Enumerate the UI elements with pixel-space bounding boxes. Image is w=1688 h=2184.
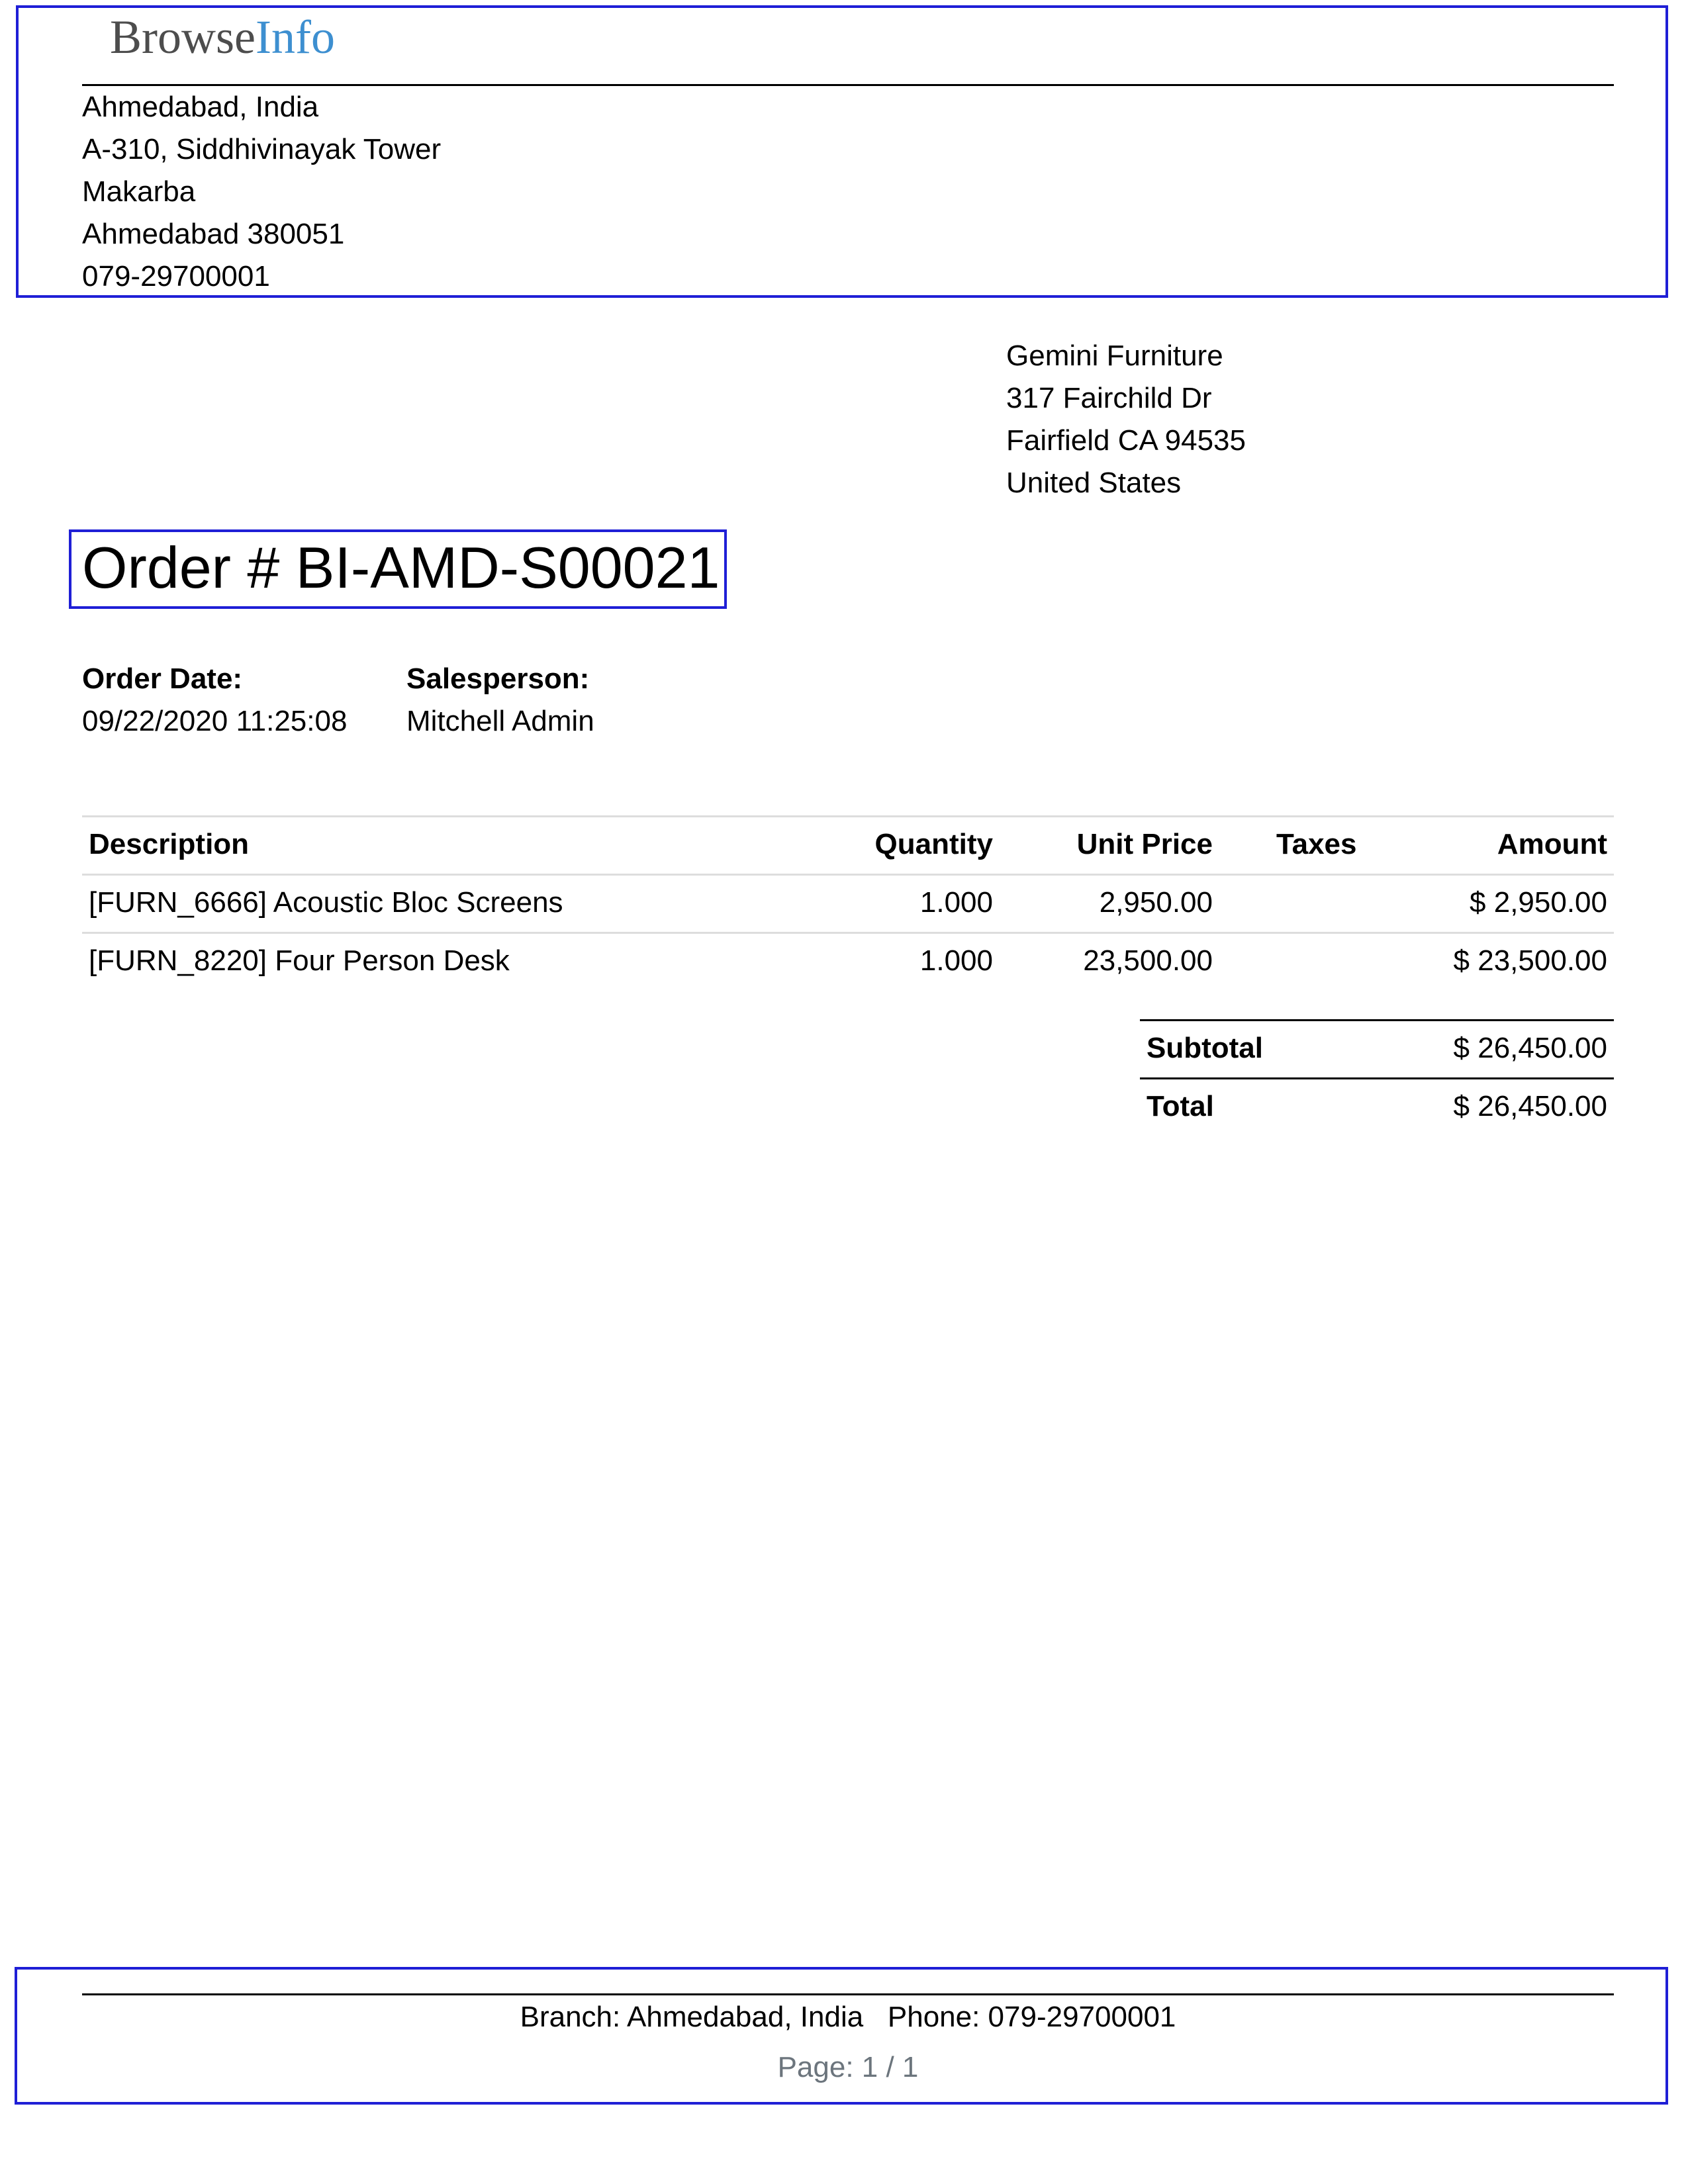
footer-branch-phone: Branch: Ahmedabad, India Phone: 079-29700001 (520, 2001, 1176, 2033)
column-header-unit-price: Unit Price (1076, 828, 1213, 860)
total-value: $ 26,450.00 (1453, 1090, 1607, 1122)
salesperson-value: Mitchell Admin (406, 705, 594, 737)
customer-country: United States (1006, 467, 1182, 499)
subtotal-value: $ 26,450.00 (1453, 1032, 1607, 1064)
subtotal-border (1140, 1019, 1614, 1021)
row-divider (82, 932, 1614, 934)
company-address-line: A-310, Siddhivinayak Tower (82, 133, 442, 165)
order-title: Order # BI-AMD-S00021 (82, 535, 720, 600)
customer-name: Gemini Furniture (1006, 340, 1223, 372)
order-date-label: Order Date: (82, 662, 243, 695)
subtotal-label: Subtotal (1147, 1032, 1263, 1064)
column-header-amount: Amount (1497, 828, 1607, 860)
footer-page-number: Page: 1 / 1 (777, 2051, 919, 2083)
column-header-taxes: Taxes (1276, 828, 1357, 860)
header-divider (82, 84, 1614, 86)
logo-text-info: Info (255, 11, 335, 64)
table-header-border (82, 874, 1614, 876)
company-phone: 079-29700001 (82, 260, 270, 293)
company-address-line: Ahmedabad 380051 (82, 218, 345, 250)
customer-address-line: Fairfield CA 94535 (1006, 424, 1246, 457)
footer-divider (82, 1993, 1614, 1995)
column-header-description: Description (89, 828, 250, 860)
total-border (1140, 1077, 1614, 1079)
row-quantity: 1.000 (919, 886, 993, 919)
column-header-quantity: Quantity (874, 828, 993, 860)
logo-text-browse: Browse (110, 11, 256, 64)
customer-address-line: 317 Fairchild Dr (1006, 382, 1212, 414)
row-unit-price: 2,950.00 (1099, 886, 1213, 919)
row-description: [FURN_6666] Acoustic Bloc Screens (89, 886, 563, 919)
row-description: [FURN_8220] Four Person Desk (89, 944, 510, 977)
company-address-line: Ahmedabad, India (82, 91, 319, 123)
row-quantity: 1.000 (919, 944, 993, 977)
row-amount: $ 2,950.00 (1470, 886, 1607, 919)
order-date-value: 09/22/2020 11:25:08 (82, 705, 348, 737)
total-label: Total (1147, 1090, 1214, 1122)
row-amount: $ 23,500.00 (1453, 944, 1607, 977)
company-logo (110, 9, 335, 65)
row-unit-price: 23,500.00 (1083, 944, 1213, 977)
salesperson-label: Salesperson: (406, 662, 590, 695)
company-address-line: Makarba (82, 175, 196, 208)
table-top-border (82, 815, 1614, 817)
